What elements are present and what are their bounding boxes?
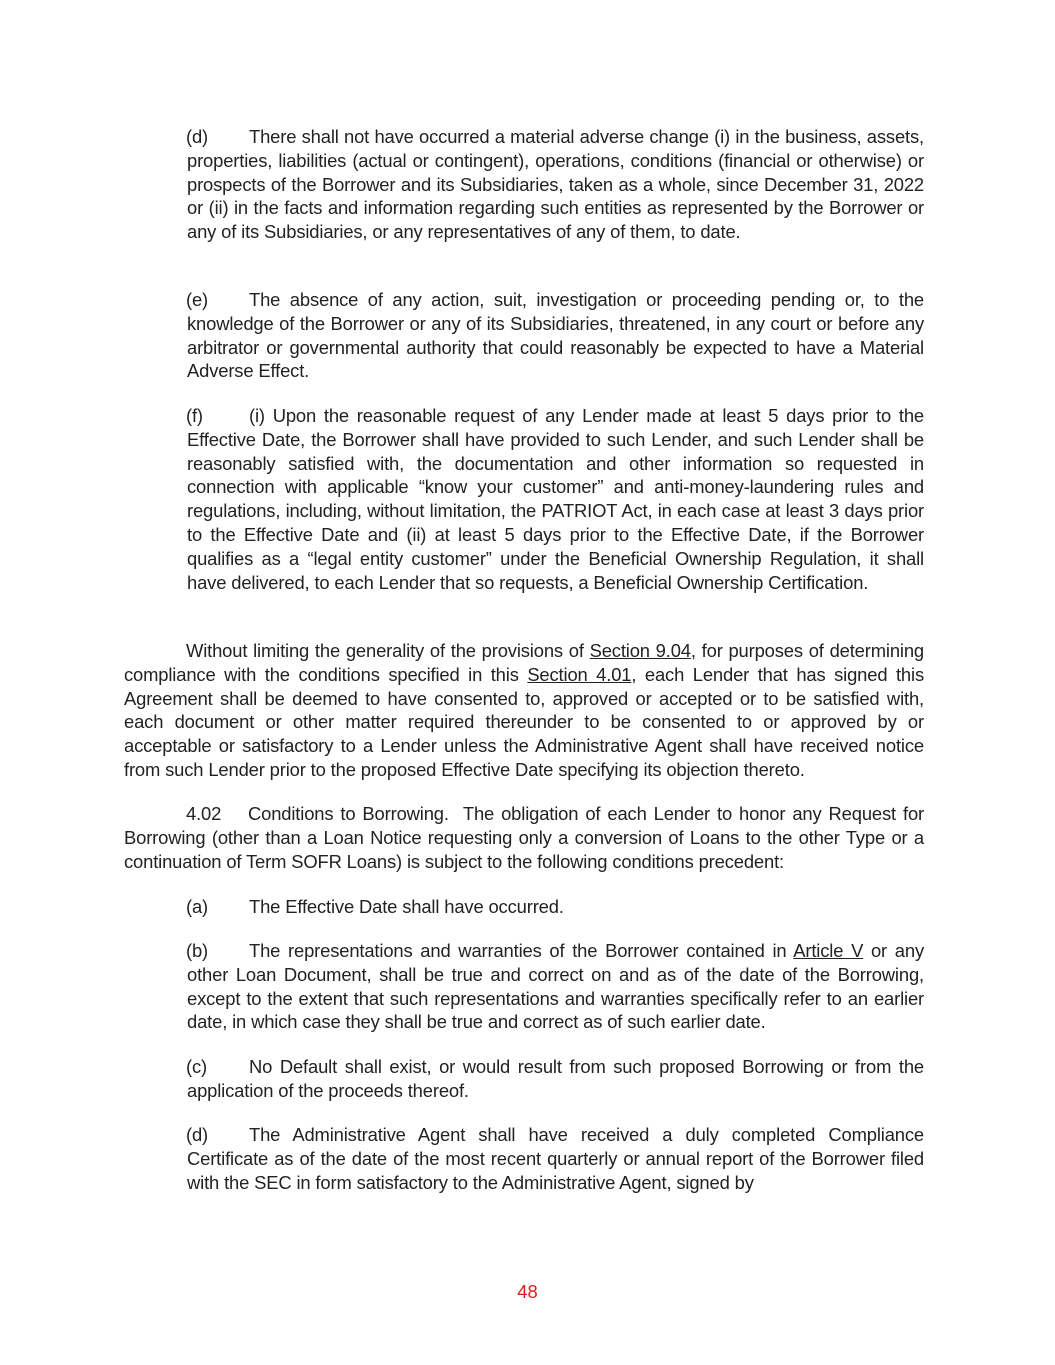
paragraph-e-absence-of-action [187, 288, 924, 383]
paragraph-label: (f) [186, 405, 203, 426]
paragraph-label: (a) [186, 896, 209, 917]
paragraph-f-know-your-customer [187, 404, 924, 594]
paragraph-d-material-adverse-change [187, 125, 924, 244]
paragraph-a-effective-date [187, 895, 924, 919]
paragraph-label: (d) [186, 1124, 209, 1145]
paragraph-text: There shall not have occurred a material adverse change (i) in the business, assets, properties, liabilities (actual or contingent), operations, conditions (financial or otherwise) or prospects of the Borrower and its Subsidiaries, taken as a whole, since December 31, 2022 or (ii) in the facts and information regarding such entities as represented by the Borrower or any of its Subsidiaries, or any representatives of any of them, to date. [187, 126, 924, 243]
paragraph-text: The absence of any action, suit, investigation or proceeding pending or, to the knowledge of the Borrower or any of its Subsidiaries, threatened, in any court or before any arbitrator or governmental authority that could reasonably be expected to have a Material Adverse Effect. [187, 289, 924, 382]
section-number: 4.02 [186, 803, 222, 824]
paragraph-text: The representations and warranties of the Borrower contained in [249, 940, 794, 961]
article-v-link[interactable]: Article V [793, 940, 864, 961]
paragraph-d-compliance-certificate [187, 1123, 924, 1194]
paragraph-c-no-default [187, 1055, 924, 1103]
paragraph-text: The Effective Date shall have occurred. [249, 896, 564, 917]
paragraph-label: (e) [186, 289, 209, 310]
paragraph-label: (b) [186, 940, 209, 961]
paragraph-text: (i) Upon the reasonable request of any Lender made at least 5 days prior to the Effective Date, the Borrower shall have provided to such Lender, and such Lender shall be reasonably satisfied with, the documentation and other information so requested in connection with applicable “know your customer” and anti-money-laundering rules and regulations, including, without limitation, the PATRIOT Act, in each case at least 3 days prior to the Effective Date and (ii) at least 5 days prior to the Effective Date, if the Borrower qualifies as a “legal entity customer” under the Beneficial Ownership Regulation, it shall have delivered, to each Lender that so requests, a Beneficial Ownership Certification. [187, 405, 924, 593]
paragraph-without-limiting [124, 639, 924, 782]
page-number: 48 [517, 1281, 538, 1302]
section-4-02-conditions-to-borrowing [124, 802, 924, 873]
paragraph-label: (c) [186, 1056, 207, 1077]
paragraph-text: Without limiting the generality of the provisions of [186, 640, 590, 661]
paragraph-label: (d) [186, 126, 209, 147]
paragraph-text: , for purposes of determining compliance with the conditions specified in this [124, 640, 925, 685]
paragraph-text: , each Lender that has signed this Agreement shall be deemed to have consented to, approved or accepted or to be satisfied with, each document or other matter required thereunder to be consented to or approved by or acceptable or satisfactory to a Lender unless the Administrative Agent shall have received notice from such Lender prior to the proposed Effective Date specifying its objection thereto. [124, 663, 924, 780]
paragraph-b-representations-and-warranties [187, 939, 924, 1034]
paragraph-text: No Default shall exist, or would result from such proposed Borrowing or from the application of the proceeds thereof. [187, 1056, 924, 1101]
section-9-04-link[interactable]: Section 9.04 [589, 640, 691, 661]
section-4-01-link[interactable]: Section 4.01 [527, 663, 632, 685]
paragraph-text: The obligation of each Lender to honor any Request for Borrowing (other than a Loan Notice requesting only a conversion of Loans to the other Type or a continuation of Term SOFR Loans) is subject to the following conditions precedent: [124, 803, 925, 872]
section-heading: Conditions to Borrowing. [248, 803, 449, 824]
paragraph-text: The Administrative Agent shall have received a duly completed Compliance Certificate as of the date of the most recent quarterly or annual report of the Borrower filed with the SEC in form satisfactory to the Administrative Agent, signed by [187, 1124, 924, 1193]
paragraph-text: or any other Loan Document, shall be true and correct on and as of the date of the Borrowing, except to the extent that such representations and warranties specifically refer to an earlier date, in which case they shall be true and correct as of such earlier date. [187, 940, 924, 1033]
